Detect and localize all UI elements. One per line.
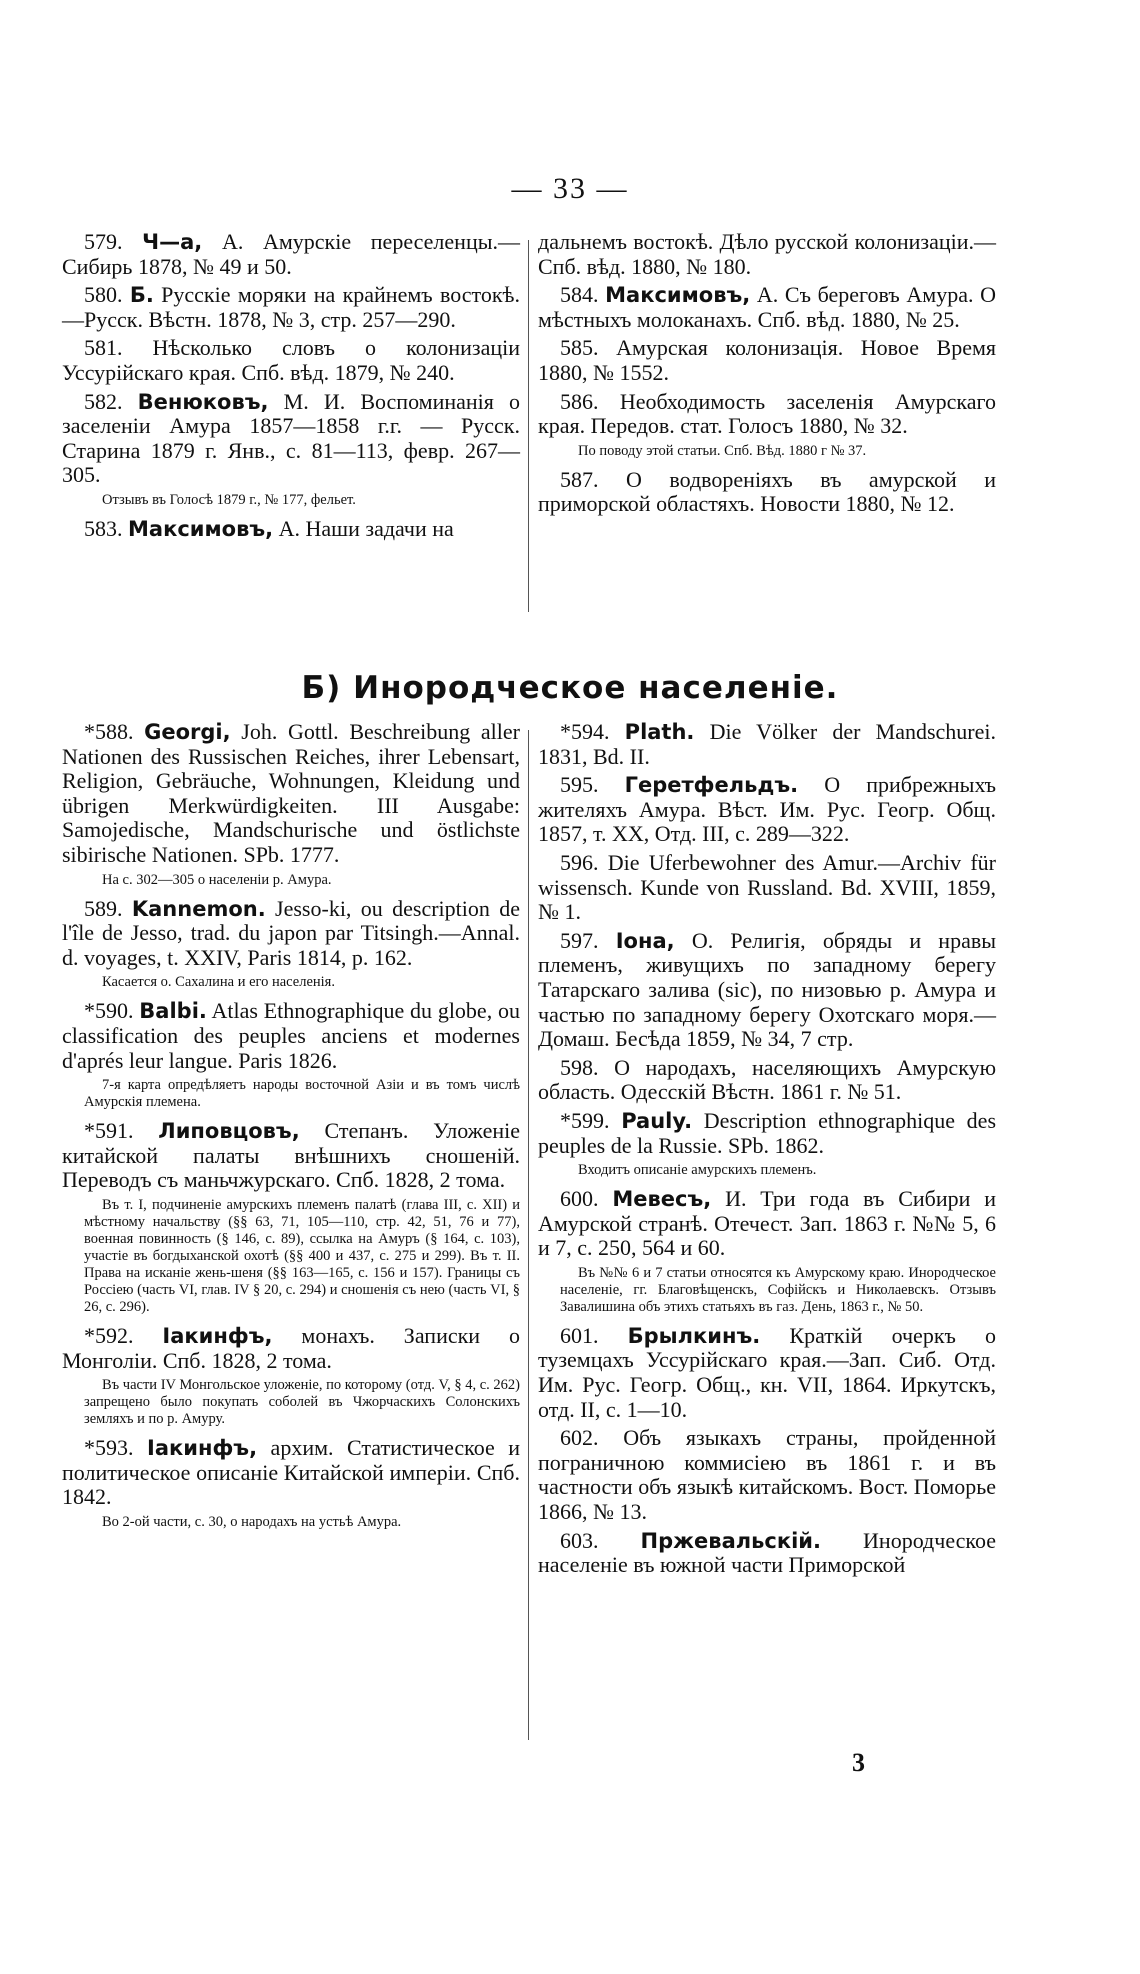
bibliography-entry xyxy=(62,517,520,542)
entry-note: Въ части IV Монгольское уложеніе, по которому (отд. V, § 4, с. 262) запрещено было покупать соболей въ Чжорчаскихъ Солонскихъ земляхъ и по р. Амуру. xyxy=(84,1377,520,1428)
entry-author: Пржевальскій. xyxy=(640,1528,821,1553)
entry-text: Die Uferbewohner des Amur.—Archiv für wissensch. Kunde von Russland. Bd. XVIII, 1859, № 1. xyxy=(538,849,997,925)
top-right-column xyxy=(538,230,996,521)
entry-number: 581. xyxy=(84,335,153,361)
page-number: — 33 — xyxy=(511,172,629,205)
entry-number: 582. xyxy=(84,388,138,414)
bibliography-entry xyxy=(538,1529,996,1578)
entry-note: Входитъ описаніе амурскихъ племенъ. xyxy=(578,1162,817,1179)
entry-text: О водвореніяхъ въ амурской и приморской областяхъ. Новости 1880, № 12. xyxy=(538,466,997,517)
entry-number: *588. xyxy=(84,719,145,744)
entry-text: А. Съ береговъ Амура. О мѣстныхъ молоканахъ. Спб. вѣд. 1880, № 25. xyxy=(538,282,996,332)
bottom-left-column xyxy=(62,720,520,1539)
entry-text: А. Наши задачи на xyxy=(273,515,454,541)
entry-text: М. И. Воспоминанія о заселеніи Амура 1857—1858 г.г. — Русск. Старина 1879 г. Янв., с. 81—113, февр. 267—305. xyxy=(62,388,521,488)
bibliography-entry xyxy=(538,1109,996,1158)
entry-text: Description ethnographique des peuples de la Russie. SPb. 1862. xyxy=(538,1107,997,1158)
entry-author: Геретфельдъ. xyxy=(624,773,799,798)
entry-text: Инородческое населеніе въ южной части Приморской xyxy=(538,1527,996,1578)
entry-text: архим. Статистическое и политическое описаніе Китайской имперіи. Спб. 1842. xyxy=(62,1435,521,1510)
column-divider xyxy=(528,240,529,612)
entry-text: Краткій очеркъ о туземцахъ Уссурійскаго края.—Зап. Сиб. Отд. Им. Рус. Геогр. Общ., кн. VII, 1864. Иркутскъ, отд. II, с. 1—10. xyxy=(538,1322,997,1422)
bibliography-entry xyxy=(538,1056,996,1105)
entry-note: Въ №№ 6 и 7 статьи относятся къ Амурскому краю. Инородческое населеніе, гг. Благовѣщенскъ, Софійскъ и Николаевскъ. Отзывъ Завалишина объ этихъ статьяхъ въ газ. День, 1863 г., № 50. xyxy=(560,1264,996,1315)
bibliography-entry xyxy=(538,773,996,847)
entry-text: Die Völker der Mandschurei. 1831, Bd. II. xyxy=(538,719,996,769)
bibliography-entry xyxy=(538,720,996,769)
entry-text: О прибрежныхъ жителяхъ Амура. Вѣст. Им. Рус. Геогр. Общ. 1857, т. XX, Отд. III, с. 289—322. xyxy=(538,772,996,847)
entry-number: 583. xyxy=(84,515,128,541)
entry-number: *590. xyxy=(84,998,140,1024)
entry-note: По поводу этой статьи. Спб. Вѣд. 1880 г № 37. xyxy=(578,442,867,459)
entry-number: *599. xyxy=(560,1107,622,1133)
entry-author: Мевесъ, xyxy=(612,1187,712,1212)
entry-number: 585. xyxy=(560,335,617,361)
entry-author: Pauly. xyxy=(621,1108,693,1133)
entry-note: На с. 302—305 о населеніи р. Амура. xyxy=(102,871,332,888)
entry-text: Joh. Gottl. Beschreibung aller Nationen des Russischen Reiches, ihrer Lebensart, Religion, Gebräuche, Wohnungen, Kleidung und übrigen Merkwürdigkeiten. III Ausgabe: Samojedische, Mandschurische und östlichste sibirische Nationen. SPb. 1777. xyxy=(62,719,520,867)
entry-note: Касается о. Сахалина и его населенія. xyxy=(102,974,335,991)
entry-author: Максимовъ, xyxy=(128,516,274,541)
bibliography-entry xyxy=(62,390,520,488)
bibliography-entry xyxy=(62,720,520,868)
entry-text: Нѣсколько словъ о колонизаціи Уссурійскаго края. Спб. вѣд. 1879, № 240. xyxy=(62,335,521,385)
entry-note: Отзывъ въ Голосѣ 1879 г., № 177, фельет. xyxy=(102,491,356,508)
entry-author: Б. xyxy=(129,283,154,308)
entry-number: *592. xyxy=(84,1322,163,1348)
entry-number: 596. xyxy=(560,849,608,875)
bibliography-entry xyxy=(538,390,996,439)
entry-number: *594. xyxy=(560,719,625,744)
entry-author: Balbi. xyxy=(139,999,207,1024)
entry-author: Максимовъ, xyxy=(605,283,751,308)
entry-number: 580. xyxy=(84,282,130,308)
bibliography-entry xyxy=(62,230,520,279)
entry-text: Объ языкахъ страны, пройденной пограничною коммисіею въ 1861 г. и въ частности объ языкѣ китайскомъ. Вост. Поморье 1866, № 13. xyxy=(538,1425,997,1525)
entry-author: Plath. xyxy=(624,720,695,744)
bibliography-entry xyxy=(62,336,520,385)
entry-number: *591. xyxy=(84,1118,159,1144)
entry-author: Kannemon. xyxy=(131,896,266,921)
entry-number: 598. xyxy=(560,1054,615,1080)
bibliography-entry xyxy=(62,283,520,332)
entry-author: Georgi, xyxy=(144,720,231,744)
bibliography-entry xyxy=(538,929,996,1052)
entry-text: Русскіе моряки на крайнемъ востокѣ.—Русск. Вѣстн. 1878, № 3, стр. 257—290. xyxy=(62,282,520,332)
entry-author: Липовцовъ, xyxy=(158,1119,300,1144)
entry-text: Степанъ. Уложеніе китайской палаты внѣшнихъ сношеній. Переводъ съ маньчжурскаго. Спб. 1828, 2 тома. xyxy=(62,1118,520,1193)
bibliography-entry xyxy=(62,1324,520,1373)
entry-text: О. Религія, обряды и нравы племенъ, живущихъ по западному берегу Татарскаго залива (sic), по низовью р. Амура и частью по западному берегу Охотскаго моря.—Домаш. Бесѣда 1859, № 34, 7 стр. xyxy=(538,927,996,1052)
column-divider xyxy=(528,730,529,1740)
entry-number: 595. xyxy=(560,772,625,798)
section-heading: Б) Инородческое населеніе. xyxy=(301,670,839,706)
bibliography-entry xyxy=(538,283,996,332)
bibliography-entry xyxy=(538,851,996,925)
entry-number: 587. xyxy=(560,466,626,492)
entry-author: Іона, xyxy=(615,928,675,953)
entry-author: Іакинфъ, xyxy=(147,1436,258,1461)
entry-number: 603. xyxy=(560,1527,641,1553)
entry-author: Іакинфъ, xyxy=(162,1323,273,1348)
entry-author: Брылкинъ. xyxy=(627,1323,761,1348)
entry-text: Необходимость заселенія Амурскаго края. Передов. стат. Голосъ 1880, № 32. xyxy=(538,388,996,439)
entry-number: 597. xyxy=(560,927,616,953)
bibliography-entry xyxy=(538,230,996,279)
entry-number: 602. xyxy=(560,1425,624,1451)
entry-text: Atlas Ethnographique du globe, ou classification des peuples anciens et modernes d'aprés leur langue. Paris 1826. xyxy=(62,998,520,1073)
entry-note: 7-я карта опредѣляетъ народы восточной Азіи и въ томъ числѣ Амурскія племена. xyxy=(84,1077,520,1111)
entry-author: Венюковъ, xyxy=(137,389,269,414)
bibliography-entry xyxy=(62,999,520,1073)
bibliography-entry xyxy=(538,1187,996,1261)
entry-text: дальнемъ востокѣ. Дѣло русской колонизаціи.—Спб. вѣд. 1880, № 180. xyxy=(538,229,996,279)
signature-mark: 3 xyxy=(852,1748,865,1777)
entry-number: 601. xyxy=(560,1322,628,1348)
bibliography-entry xyxy=(538,1426,996,1524)
entry-text: О народахъ, населяющихъ Амурскую область. Одесскій Вѣстн. 1861 г. № 51. xyxy=(538,1054,997,1105)
entry-text: Амурская колонизація. Новое Время 1880, № 1552. xyxy=(538,335,997,385)
bibliography-entry xyxy=(538,468,996,517)
entry-number: 584. xyxy=(560,282,606,308)
entry-number: 579. xyxy=(84,229,143,254)
entry-text: монахъ. Записки о Монголіи. Спб. 1828, 2 тома. xyxy=(62,1322,520,1373)
bibliography-entry xyxy=(538,1324,996,1422)
entry-note: Во 2-ой части, с. 30, о народахъ на устьѣ Амура. xyxy=(102,1513,402,1530)
entry-number: 586. xyxy=(560,388,620,414)
entry-number: 600. xyxy=(560,1186,613,1212)
entry-number: *593. xyxy=(84,1435,147,1461)
entry-text: И. Три года въ Сибири и Амурской странѣ. Отечест. Зап. 1863 г. №№ 5, 6 и 7, с. 250, 564 и 60. xyxy=(538,1186,996,1261)
entry-author: Ч—а, xyxy=(142,230,203,254)
entry-text: Jesso-ki, ou description de l'île de Jesso, trad. du japon par Titsingh.—Annal. d. voyages, t. XXIV, Paris 1814, p. 162. xyxy=(62,895,521,970)
bottom-right-column xyxy=(538,720,996,1582)
bibliography-entry xyxy=(62,1119,520,1193)
bibliography-entry xyxy=(538,336,996,385)
entry-number: 589. xyxy=(84,895,132,921)
entry-note: Въ т. I, подчиненіе амурскихъ племенъ палатѣ (глава III, с. XII) и мѣстному начальству (§§ 63, 71, 105—110, стр. 42, 51, 76 и 77), военная повинность (§ 146, с. 89), ссылка на Амуръ (§ 164, с. 103), участіе въ богдыханской охотѣ (§§ 400 и 437, с. 275 и 299). Въ т. II. Права на исканіе жень-шеня (§§ 163—165, с. 156 и 157). Границы съ Россіею (часть VI, глав. IV § 20, с. 294) и сношенія съ нею (часть VI, § 26, с. 296). xyxy=(84,1196,520,1315)
top-left-column xyxy=(62,230,520,546)
bibliography-entry xyxy=(62,1436,520,1510)
entry-text: А. Амурскіе переселенцы.— Сибирь 1878, № 49 и 50. xyxy=(62,229,520,279)
bibliography-entry xyxy=(62,897,520,971)
